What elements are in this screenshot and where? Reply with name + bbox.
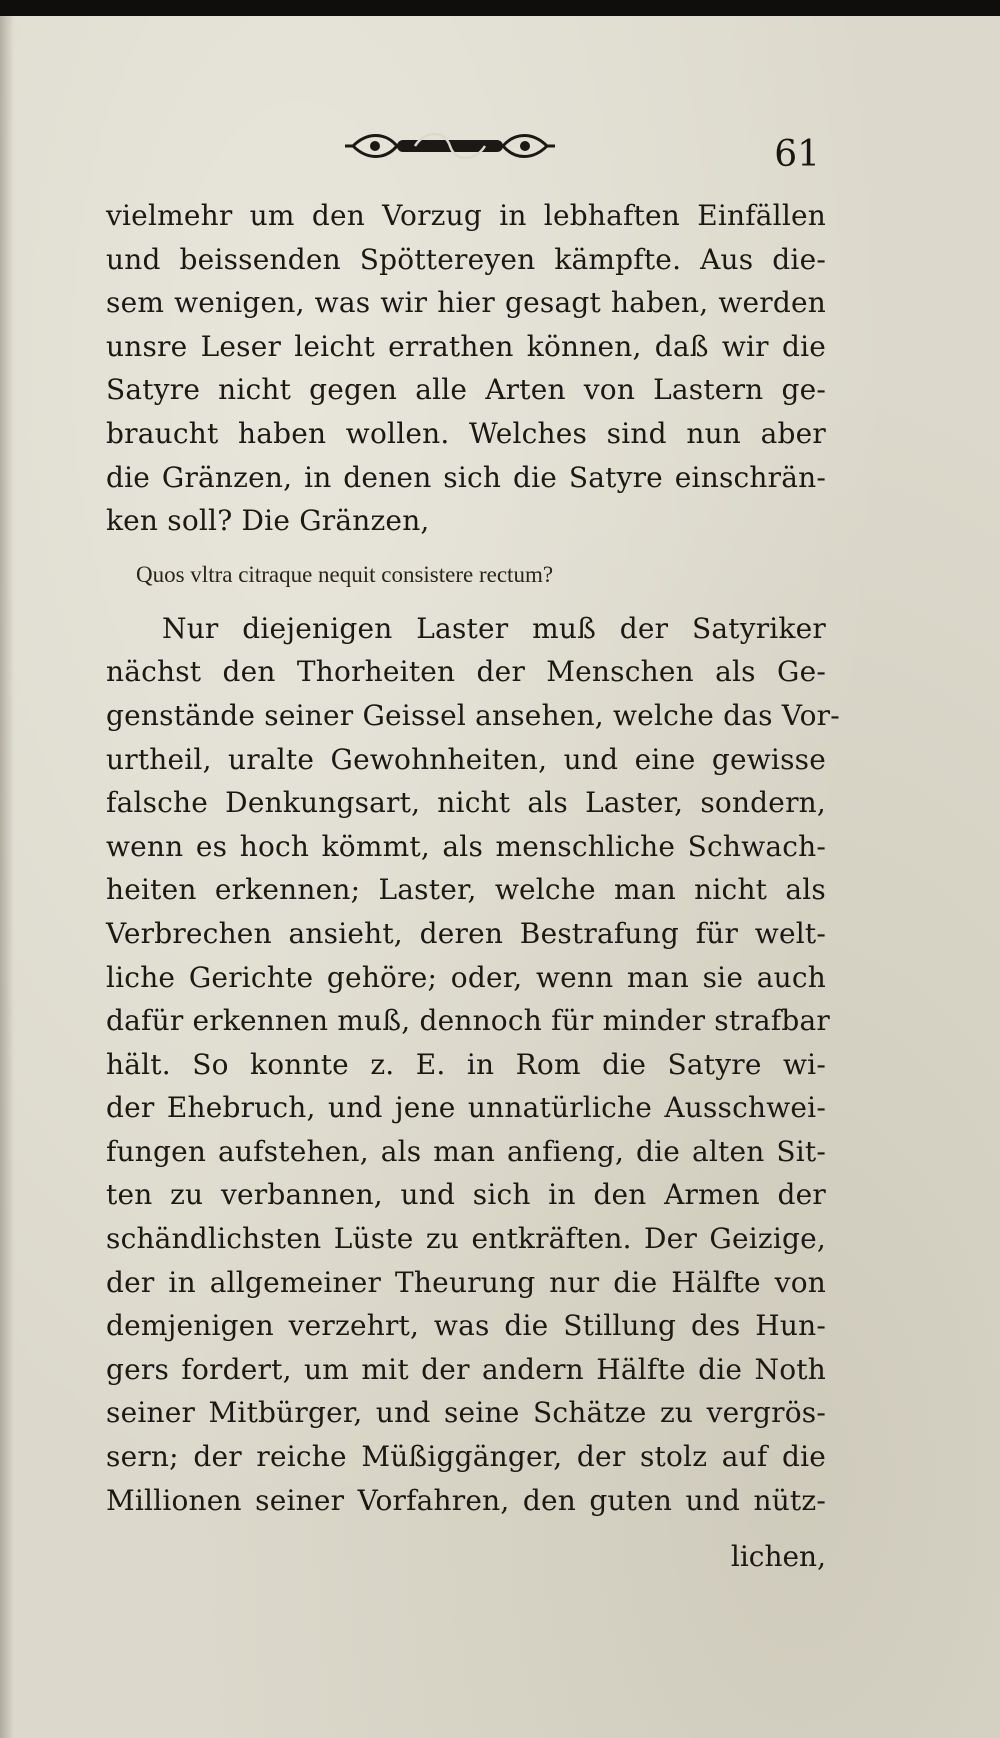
paragraph-2-line: demjenigen verzehrt, was die Stillung des Hun- [106,1309,826,1343]
paragraph-2-line: ten zu verbannen, und sich in den Armen der [106,1178,826,1212]
paragraph-2-line: hält. So konnte z. E. in Rom die Satyre wi- [106,1047,826,1081]
paragraph-2-line: wenn es hoch kömmt, als menschliche Schwach- [106,829,826,863]
paragraph-2-line: schändlichsten Lüste zu entkräften. Der Geizige, [106,1222,826,1256]
paragraph-2-line: dafür erkennen muß, dennoch für minder strafbar [106,1004,830,1038]
book-page [0,16,1000,1738]
paragraph-1-line: Satyre nicht gegen alle Arten von Lastern ge- [106,373,826,407]
paragraph-2-line: der Ehebruch, und jene unnatürliche Ausschwei- [106,1091,826,1125]
paragraph-2-line: falsche Denkungsart, nicht als Laster, sondern, [106,786,826,820]
catchword: lichen, [730,1540,826,1573]
headpiece-ornament-icon [345,124,555,168]
page-gutter-shadow [0,16,14,1738]
page-number: 61 [774,134,820,175]
paragraph-1-line: ken soll? Die Gränzen, [106,504,430,538]
paragraph-1-line: vielmehr um den Vorzug in lebhaften Einfällen [106,199,826,232]
paragraph-2-line: fungen aufstehen, als man anfieng, die alten Sit- [106,1134,826,1168]
paragraph-1-line: sem wenigen, was wir hier gesagt haben, werden [106,286,826,320]
paragraph-2-line: gers fordert, um mit der andern Hälfte die Noth [106,1352,826,1386]
paragraph-1-line: unsre Leser leicht errathen können, daß wir die [106,329,826,363]
paragraph-2-line: liche Gerichte gehöre; oder, wenn man sie auch [106,960,826,994]
paragraph-2-line: Nur diejenigen Laster muß der Satyriker [162,611,826,645]
paragraph-2-line: urtheil, uralte Gewohnheiten, und eine gewisse [106,742,826,776]
paragraph-2-line: sern; der reiche Müßiggänger, der stolz auf die [106,1440,826,1474]
paragraph-1-line: und beissenden Spöttereyen kämpfte. Aus die- [106,242,826,276]
paragraph-2-line: der in allgemeiner Theurung nur die Hälfte von [106,1265,826,1299]
paragraph-2-line: Verbrechen ansieht, deren Bestrafung für welt- [106,916,826,950]
paragraph-2-line: Millionen seiner Vorfahren, den guten und nütz- [106,1483,826,1517]
paragraph-1-line: braucht haben wollen. Welches sind nun aber [106,416,826,450]
text-body [106,194,840,1522]
paragraph-2-line: seiner Mitbürger, und seine Schätze zu vergrös- [106,1396,826,1430]
paragraph-1-line: die Gränzen, in denen sich die Satyre einschrän- [106,460,826,494]
paragraph-2-line: heiten erkennen; Laster, welche man nicht als [106,873,826,907]
paragraph-2-line: genstände seiner Geissel ansehen, welche das Vor- [106,698,840,732]
paragraph-2-line: nächst den Thorheiten der Menschen als Ge- [106,655,826,689]
latin-quotation: Quos vltra citraque nequit consistere rectum? [136,561,554,587]
